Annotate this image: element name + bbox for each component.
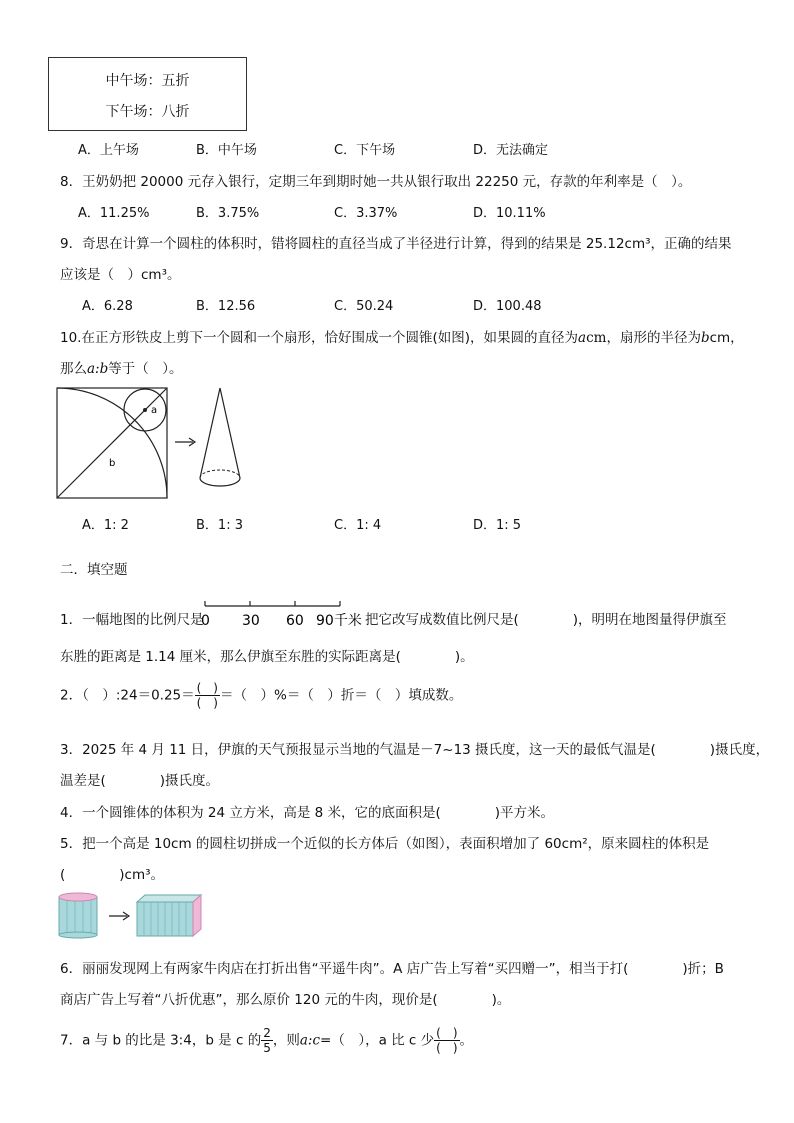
q9-option-b: B．12.56 — [196, 299, 256, 314]
q10-option-d: D．1: 5 — [473, 518, 522, 533]
q10-unit-cm: cm — [586, 330, 607, 346]
f5-figure — [57, 890, 217, 940]
q10-line2 — [60, 357, 183, 377]
f6-line1: 6．丽丽发现网上有两家牛肉店在打折出售“平遥牛肉”。A 店广告上写着“买四赠一”，相当于打( )折；B — [60, 961, 724, 977]
f4-text: 4．一个圆锥体的体积为 24 立方米，高是 8 米，它的底面积是( )平方米。 — [60, 805, 555, 821]
q10-option-c: C．1: 4 — [334, 518, 382, 533]
f7-c: =（ ），a 比 c 少 — [320, 1032, 435, 1049]
cone-left-edge — [200, 388, 220, 478]
cone-base-front — [200, 478, 240, 486]
f7-ratio: a:c — [299, 1032, 321, 1049]
scale-label-60: 60 — [286, 613, 304, 629]
q10-ratio: a:b — [87, 361, 109, 377]
q8-option-a: A．11.25% — [78, 206, 150, 221]
f7-fraction-2-5 — [261, 1026, 273, 1055]
f7-blank-num: ( ) — [436, 1026, 458, 1040]
q10-line1 — [60, 326, 744, 346]
label-a: a — [151, 405, 158, 416]
f5-line1: 5．把一个高是 10cm 的圆柱切拼成一个近似的长方体后（如图），表面积增加了 60cm²，原来圆柱的体积是 — [60, 836, 710, 852]
cone-right-edge — [220, 388, 240, 478]
scale-bar — [200, 596, 370, 630]
q9-option-a: A．6.28 — [82, 299, 133, 314]
q8-option-b: B．3.75% — [196, 206, 260, 221]
f5-line2: ( )cm³。 — [60, 867, 165, 883]
q7-option-b: B．中午场 — [196, 143, 257, 158]
f1-line2: 东胜的距离是 1.14 厘米，那么伊旗至东胜的实际距离是( )。 — [60, 649, 474, 665]
f7-blank-den: ( ) — [436, 1041, 458, 1055]
scale-label-30: 30 — [242, 613, 260, 629]
q8-option-c: C．3.37% — [334, 206, 398, 221]
q10-var-a: a — [578, 330, 587, 346]
f1-suffix: 把它改写成数值比例尺是( )，明明在地图量得伊旗至 — [365, 612, 727, 628]
box-line-noon: 中午场：五折 — [105, 73, 190, 89]
q10-line2-b: 等于（ ）。 — [108, 361, 183, 377]
cuboid-side — [193, 895, 201, 936]
cuboid-top — [137, 895, 201, 902]
scale-label-90: 90千米 — [316, 613, 362, 629]
q10-figure — [55, 386, 255, 502]
box-line-afternoon: 下午场：八折 — [105, 104, 190, 120]
q7-option-a: A．上午场 — [78, 143, 139, 158]
q9-option-c: C．50.24 — [334, 299, 394, 314]
cylinder-bottom — [59, 932, 97, 938]
f6-line2: 商店广告上写着“八折优惠”，那么原价 120 元的牛肉，现价是( )。 — [60, 992, 511, 1008]
label-b: b — [109, 458, 116, 469]
q10-line1-c: cm， — [709, 330, 744, 346]
f3-line1: 3．2025 年 4 月 11 日，伊旗的天气预报显示当地的气温是－7~13 摄氏度，这一天的最低气温是( )摄氏度， — [60, 742, 770, 758]
f7-b: ，则 — [272, 1032, 300, 1049]
f2-a: 2．（ ）:24＝0.25＝ — [60, 687, 195, 704]
discount-box — [48, 57, 247, 131]
q10-line1-a: 10.在正方形铁皮上剪下一个圆和一个扇形，恰好围成一个圆锥(如图)，如果圆的直径为 — [60, 330, 579, 346]
q10-line1-b: ，扇形的半径为 — [606, 330, 701, 346]
q9-line2: 应该是（ ）cm³。 — [60, 267, 181, 283]
q7-option-c: C．下午场 — [334, 143, 396, 158]
f7-frac-num: 2 — [263, 1026, 271, 1040]
q9-line1: 9．奇思在计算一个圆柱的体积时，错将圆柱的直径当成了半径进行计算，得到的结果是 25.12cm³，正确的结果 — [60, 236, 732, 252]
f7-frac-den: 5 — [263, 1041, 271, 1055]
f7-fraction-blank — [434, 1026, 459, 1055]
f2-frac-den: ( ) — [196, 696, 218, 710]
f2-b: ＝（ ）%＝（ ）折＝（ ）填成数。 — [220, 687, 463, 704]
f2-fraction — [195, 681, 220, 710]
q9-option-d: D．100.48 — [473, 299, 542, 314]
section-title: 二．填空题 — [60, 562, 128, 578]
scale-label-0: 0 — [201, 613, 210, 629]
q10-var-b: b — [700, 330, 710, 346]
cone-base-back — [200, 470, 240, 478]
q8-option-d: D．10.11% — [473, 206, 546, 221]
q10-line2-a: 那么 — [60, 361, 87, 377]
q10-option-b: B．1: 3 — [196, 518, 243, 533]
f2-line — [60, 681, 462, 710]
cylinder-top — [59, 893, 97, 901]
f1-prefix: 1．一幅地图的比例尺是 — [60, 612, 204, 628]
f2-frac-num: ( ) — [196, 681, 218, 695]
q7-option-d: D．无法确定 — [473, 143, 549, 158]
q10-option-a: A．1: 2 — [82, 518, 129, 533]
q8-text: 8．王奶奶把 20000 元存入银行，定期三年到期时她一共从银行取出 22250 元，存款的年利率是（ ）。 — [60, 174, 692, 190]
f7-a: 7．a 与 b 的比是 3:4，b 是 c 的 — [60, 1032, 262, 1049]
f7-d: 。 — [459, 1032, 474, 1049]
f3-line2: 温差是( )摄氏度。 — [60, 773, 220, 789]
circle-center-dot — [143, 408, 147, 412]
f7-line — [60, 1026, 473, 1055]
